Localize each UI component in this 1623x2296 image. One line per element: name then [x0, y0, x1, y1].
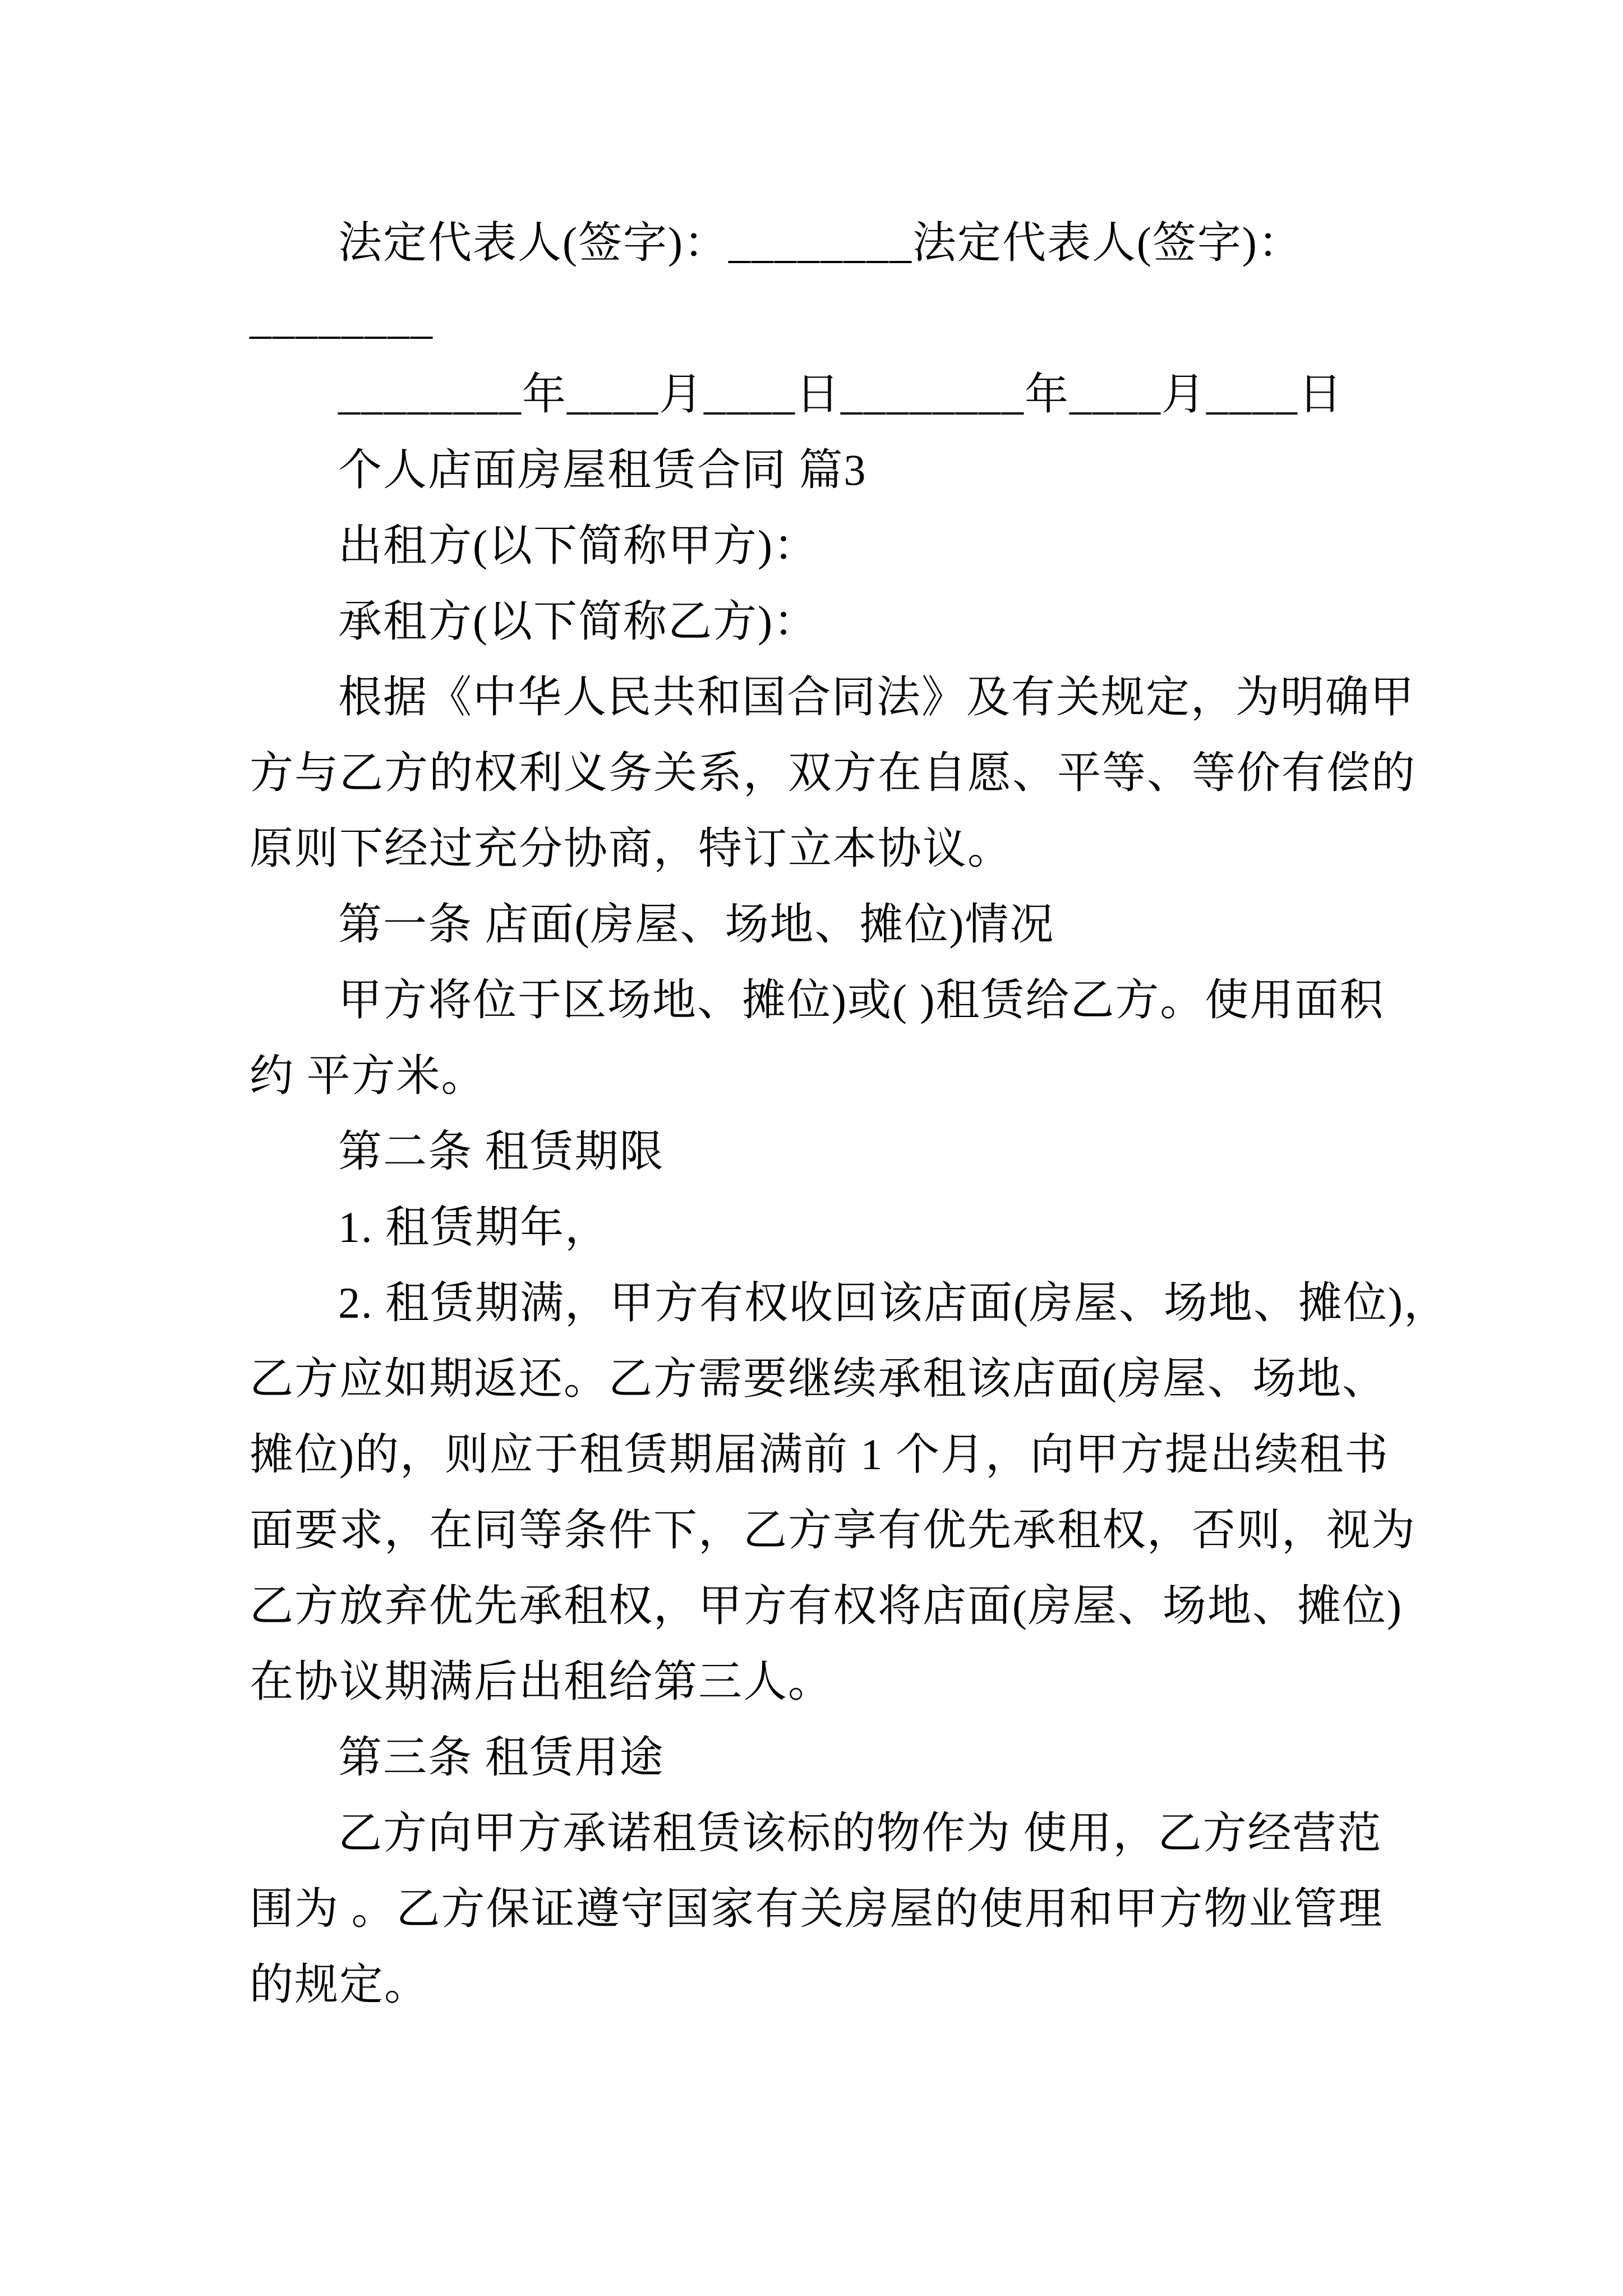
- article-3-line-3: 的规定。: [250, 1960, 430, 2009]
- legal-representative-signature-line: 法定代表人(签字)：________法定代表人(签字)：: [338, 218, 1303, 267]
- date-fill-in-line: ________年____月____日________年____月____日: [338, 370, 1344, 418]
- article-2-item-2-line-3: 摊位)的，则应于租赁期届满前 1 个月，向甲方提出续租书: [250, 1430, 1389, 1479]
- article-2-item-2-line-4: 面要求，在同等条件下，乙方享有优先承租权，否则，视为: [250, 1506, 1417, 1554]
- preamble-line-3: 原则下经过充分协商，特订立本协议。: [250, 824, 1013, 873]
- blank-underline: ________: [250, 294, 434, 343]
- lessor-line: 出租方(以下简称甲方)：: [338, 521, 818, 570]
- contract-text-block: [250, 205, 1449, 2022]
- article-2-item-2-line-1: 2. 租赁期满，甲方有权收回该店面(房屋、场地、摊位)，: [338, 1278, 1449, 1327]
- article-1-heading: 第一条 店面(房屋、场地、摊位)情况: [338, 900, 1055, 949]
- lessee-line: 承租方(以下简称乙方)：: [338, 597, 818, 646]
- article-1-line-1: 甲方将位于区场地、摊位)或( )租赁给乙方。使用面积: [338, 976, 1385, 1024]
- preamble-line-2: 方与乙方的权利义务关系，双方在自愿、平等、等价有偿的: [250, 748, 1417, 797]
- article-2-item-2-line-6: 在协议期满后出租给第三人。: [250, 1657, 833, 1706]
- article-2-item-1: 1. 租赁期年，: [338, 1203, 610, 1251]
- article-3-line-2: 围为 。乙方保证遵守国家有关房屋的使用和甲方物业管理: [250, 1884, 1384, 1933]
- article-2-heading: 第二条 租赁期限: [338, 1127, 665, 1176]
- article-3-line-1: 乙方向甲方承诺租赁该标的物作为 使用，乙方经营范: [338, 1809, 1382, 1857]
- article-2-item-2-line-2: 乙方应如期返还。乙方需要继续承租该店面(房屋、场地、: [250, 1354, 1387, 1403]
- contract-title: 个人店面房屋租赁合同 篇3: [338, 445, 867, 494]
- article-1-line-2: 约 平方米。: [250, 1051, 486, 1100]
- article-2-item-2-line-5: 乙方放弃优先承租权，甲方有权将店面(房屋、场地、摊位): [250, 1581, 1403, 1630]
- article-3-heading: 第三条 租赁用途: [338, 1733, 665, 1782]
- preamble-line-1: 根据《中华人民共和国合同法》及有关规定，为明确甲: [338, 673, 1415, 721]
